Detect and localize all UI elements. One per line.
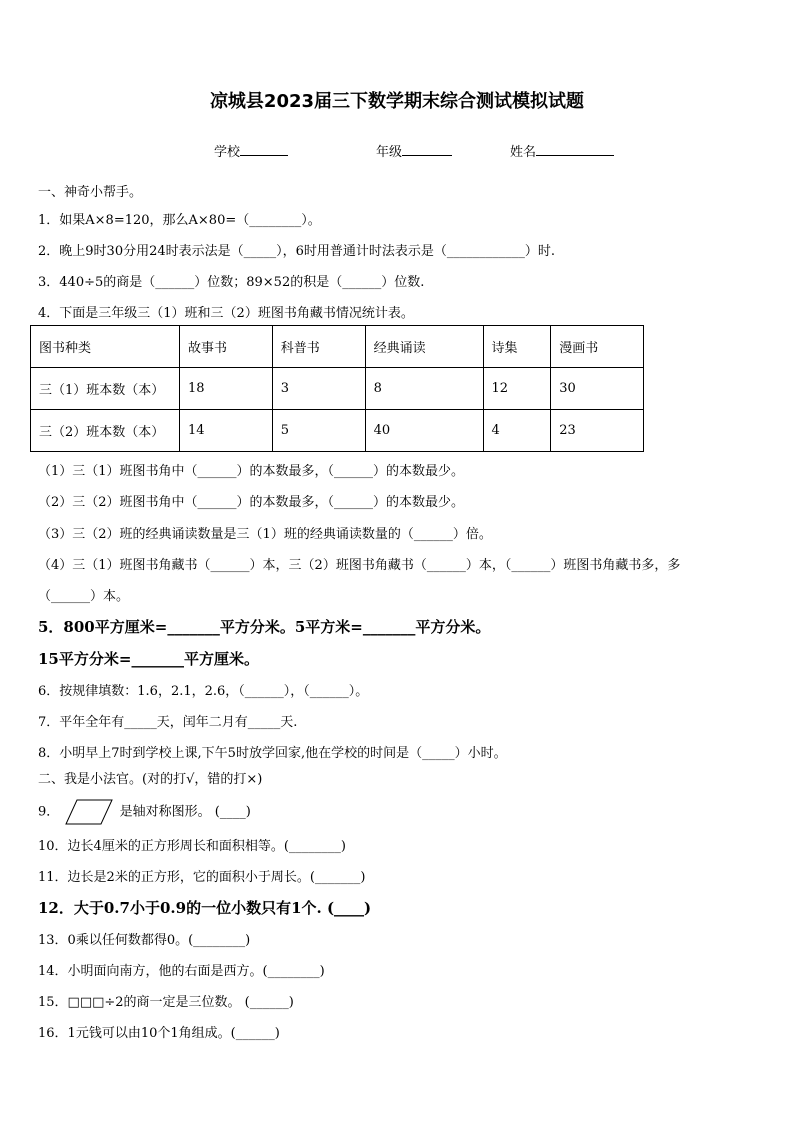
school-field (214, 141, 288, 160)
question-4: 4．下面是三年级三（1）班和三（2）班图书角藏书情况统计表。 (38, 306, 414, 321)
question-9-number: 9． (38, 804, 60, 820)
table-header-cell: 经典诵读 (365, 326, 483, 368)
question-4-1: （1）三（1）班图书角中（______）的本数最多，（______）的本数最少。 (38, 464, 465, 479)
question-1: 1．如果A×8=120，那么A×80=（________）。 (38, 213, 321, 228)
question-4-2: （2）三（2）班图书角中（______）的本数最多，（______）的本数最少。 (38, 495, 465, 510)
school-blank[interactable] (240, 142, 288, 156)
table-cell: 12 (483, 368, 551, 410)
question-5: 5．800平方厘米=_______平方分米。5平方米=_______平方分米。 (38, 618, 491, 636)
table-cell: 30 (551, 368, 644, 410)
name-blank[interactable] (536, 142, 614, 156)
table-header-row (31, 326, 644, 368)
table-row (31, 368, 644, 410)
question-2: 2．晚上9时30分用24时表示法是（_____），6时用普通计时法表示是（____________）时. (38, 244, 556, 259)
table-cell: 三（2）班本数（本） (31, 410, 180, 452)
table-cell: 5 (272, 410, 365, 452)
table-cell: 三（1）班本数（本） (31, 368, 180, 410)
question-16: 16．1元钱可以由10个1角组成。(______) (38, 1026, 280, 1041)
question-4-4: （4）三（1）班图书角藏书（______）本，三（2）班图书角藏书（______）本，（______）班图书角藏书多，多 (38, 558, 681, 573)
table-header-cell: 科普书 (272, 326, 365, 368)
question-3: 3．440÷5的商是（______）位数；89×52的积是（______）位数. (38, 275, 425, 290)
table-cell: 18 (180, 368, 273, 410)
question-4-3: （3）三（2）班的经典诵读数量是三（1）班的经典诵读数量的（______）倍。 (38, 527, 492, 542)
table-row (31, 410, 644, 452)
question-11: 11．边长是2米的正方形，它的面积小于周长。(_______) (38, 870, 366, 885)
table-header-cell: 故事书 (180, 326, 273, 368)
table-cell: 23 (551, 410, 644, 452)
question-9 (38, 799, 251, 825)
name-field (510, 141, 614, 160)
school-label: 学校 (214, 145, 241, 160)
question-9-text: 是轴对称图形。 (____) (119, 804, 251, 820)
table-cell: 40 (365, 410, 483, 452)
grade-blank[interactable] (402, 142, 452, 156)
book-stats-table (30, 325, 644, 452)
question-4-4-continued: （______）本。 (38, 589, 130, 604)
table-cell: 8 (365, 368, 483, 410)
question-5-continued: 15平方分米=_______平方厘米。 (38, 650, 259, 668)
question-7: 7．平年全年有_____天，闰年二月有_____天. (38, 715, 298, 730)
table-cell: 3 (272, 368, 365, 410)
section-heading-1: 一、神奇小帮手。 (38, 185, 143, 200)
grade-field (376, 141, 452, 160)
question-6: 6．按规律填数：1.6，2.1，2.6，（______），（______）。 (38, 684, 369, 699)
table-header-cell: 漫画书 (551, 326, 644, 368)
question-13: 13．0乘以任何数都得0。(________) (38, 933, 251, 948)
table-cell: 4 (483, 410, 551, 452)
name-label: 姓名 (510, 145, 537, 160)
question-10: 10．边长4厘米的正方形周长和面积相等。(________) (38, 839, 346, 854)
question-12: 12．大于0.7小于0.9的一位小数只有1个. (____) (38, 899, 372, 917)
page-title: 凉城县2023届三下数学期末综合测试模拟试题 (209, 91, 585, 112)
table-cell: 14 (180, 410, 273, 452)
table-header-cell: 诗集 (483, 326, 551, 368)
question-8: 8．小明早上7时到学校上课,下午5时放学回家,他在学校的时间是（_____）小时。 (38, 746, 507, 761)
parallelogram-figure (65, 799, 113, 825)
grade-label: 年级 (376, 145, 403, 160)
table-header-cell: 图书种类 (31, 326, 180, 368)
question-14: 14．小明面向南方，他的右面是西方。(________) (38, 964, 325, 979)
section-heading-2: 二、我是小法官。(对的打√，错的打×) (38, 772, 263, 787)
question-15: 15．□□□÷2的商一定是三位数。 (______) (38, 995, 294, 1010)
